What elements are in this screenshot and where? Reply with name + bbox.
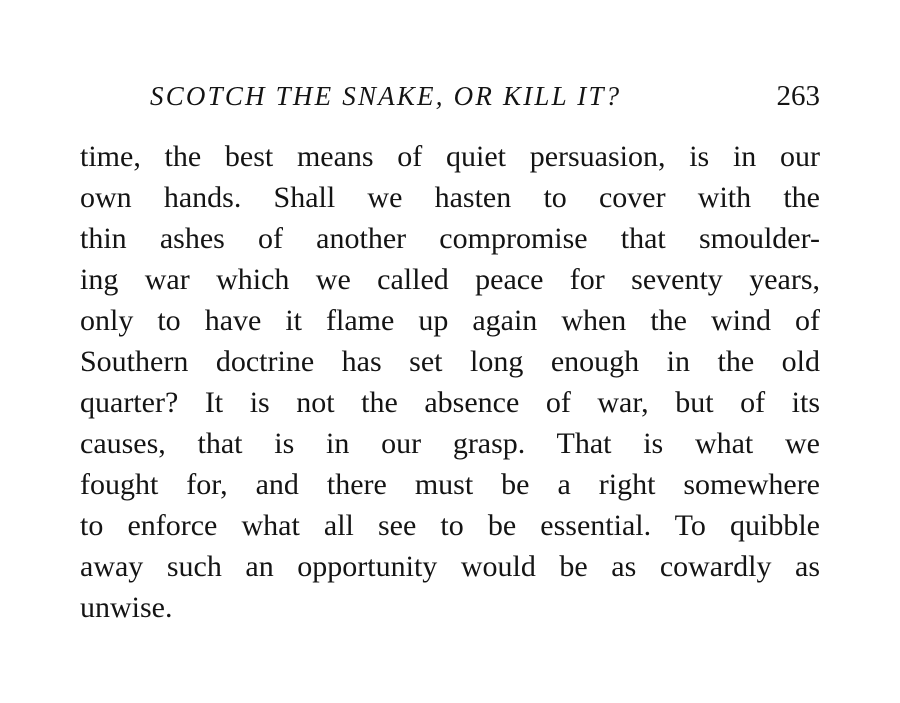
text-line: only to have it flame up again when the wind of xyxy=(80,304,820,337)
text-line-last: unwise. xyxy=(80,591,173,624)
text-line: to enforce what all see to be essential. To quibble xyxy=(80,509,820,542)
page-number: 263 xyxy=(776,80,820,112)
text-line: away such an opportunity would be as cowardly as xyxy=(80,550,820,583)
text-line: quarter? It is not the absence of war, but of its xyxy=(80,386,820,419)
body-paragraph xyxy=(80,136,820,628)
text-line: time, the best means of quiet persuasion, is in our xyxy=(80,140,820,173)
text-line: ing war which we called peace for seventy years, xyxy=(80,263,820,296)
running-title: SCOTCH THE SNAKE, OR KILL IT? xyxy=(150,81,622,111)
text-line: fought for, and there must be a right somewhere xyxy=(80,468,820,501)
text-line: Southern doctrine has set long enough in the old xyxy=(80,345,820,378)
text-line: thin ashes of another compromise that smoulder- xyxy=(80,222,820,255)
text-line: causes, that is in our grasp. That is what we xyxy=(80,427,820,460)
running-head xyxy=(150,78,820,114)
text-line: own hands. Shall we hasten to cover with the xyxy=(80,181,820,214)
